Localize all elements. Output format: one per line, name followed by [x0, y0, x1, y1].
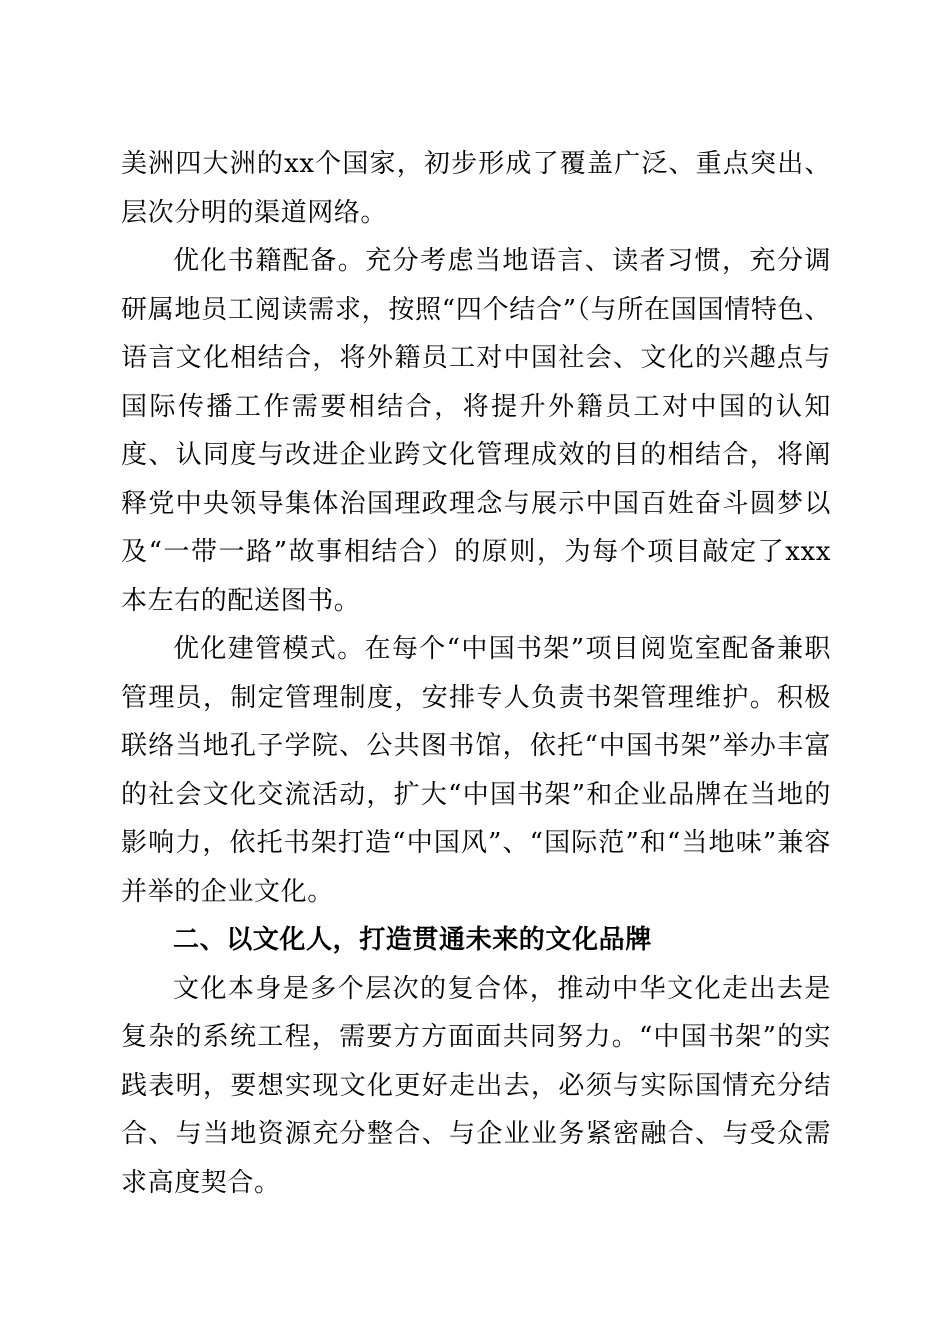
document-body [121, 140, 831, 1207]
paragraph-continuation: 美洲四大洲的xx个国家，初步形成了覆盖广泛、重点突出、层次分明的渠道网络。 [121, 149, 831, 228]
paragraph-culture-complex: 文化本身是多个层次的复合体，推动中华文化走出去是复杂的系统工程，需要方方面面共同努力。“中国书架”的实践表明，要想实现文化更好走出去，必须与实际国情充分结合、与当地资源充分整合、与企业业务紧密融合、与受众需求高度契合。 [121, 973, 831, 1198]
paragraph-management-model: 优化建管模式。在每个“中国书架”项目阅览室配备兼职管理员，制定管理制度，安排专人负责书架管理维护。积极联络当地孔子学院、公共图书馆，依托“中国书架”举办丰富的社会文化交流活动，扩大“中国书架”和企业品牌在当地的影响力，依托书架打造“中国风”、“国际范”和“当地味”兼容并举的企业文化。 [121, 634, 831, 907]
section-heading: 二、以文化人，打造贯通未来的文化品牌 [173, 925, 652, 955]
paragraph-book-selection: 优化书籍配备。充分考虑当地语言、读者习惯，充分调研属地员工阅读需求，按照“四个结合”（与所在国国情特色、语言文化相结合，将外籍员工对中国社会、文化的兴趣点与国际传播工作需要相结合，将提升外籍员工对中国的认知度、认同度与改进企业跨文化管理成效的目的相结合，将阐释党中央领导集体治国理政理念与展示中国百姓奋斗圆梦以及“一带一路”故事相结合）的原则，为每个项目敲定了xxx本左右的配送图书。 [121, 246, 831, 616]
